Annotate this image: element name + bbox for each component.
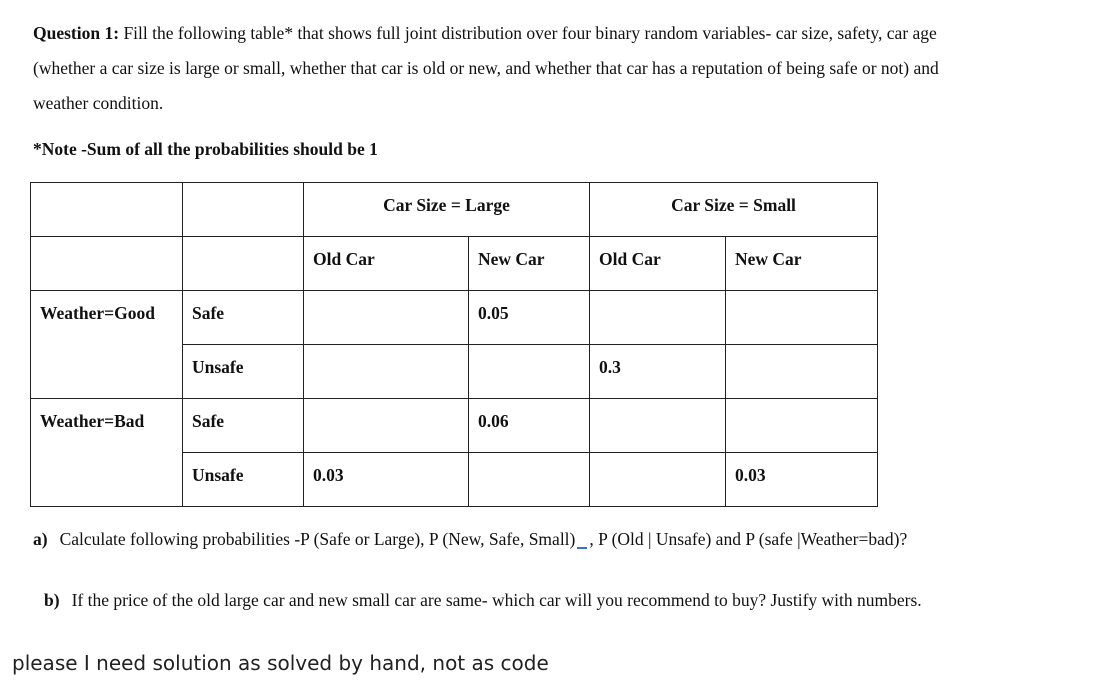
part-a-text-after: , P (Old | Unsafe) and P (safe |Weather=bad)? [589, 529, 908, 549]
underline-mark [577, 545, 587, 549]
table-cell [31, 237, 183, 291]
table-cell [304, 291, 469, 345]
header-old-large: Old Car [304, 237, 469, 291]
safety-safe-label: Safe [183, 399, 304, 453]
table-row [31, 399, 878, 453]
table-cell [469, 453, 590, 507]
table-cell: 0.03 [726, 453, 878, 507]
question-text [33, 16, 1093, 121]
joint-distribution-table [30, 182, 878, 507]
header-old-small: Old Car [590, 237, 726, 291]
header-new-small: New Car [726, 237, 878, 291]
table-cell: 0.06 [469, 399, 590, 453]
user-comment: please I need solution as solved by hand, not as code [12, 651, 549, 675]
part-a-text-before: Calculate following probabilities -P (Safe or Large), P (New, Safe, Small) [59, 529, 576, 549]
table-cell: 0.05 [469, 291, 590, 345]
weather-good-label: Weather=Good [31, 291, 183, 345]
table-cell [726, 399, 878, 453]
part-b-text: If the price of the old large car and new small car are same- which car will you recommend to buy? Justify with numbers. [71, 590, 922, 610]
table-row [31, 291, 878, 345]
table-cell [590, 399, 726, 453]
table-row [31, 237, 878, 291]
table-row [31, 183, 878, 237]
table-row [31, 453, 878, 507]
header-car-size-small: Car Size = Small [590, 183, 878, 237]
safety-unsafe-label: Unsafe [183, 345, 304, 399]
part-a-label: a) [33, 529, 48, 549]
part-b [44, 590, 922, 611]
table-cell: 0.3 [590, 345, 726, 399]
table-cell [469, 345, 590, 399]
part-a [33, 529, 907, 550]
table-cell [183, 183, 304, 237]
table-cell [304, 399, 469, 453]
table-cell [183, 237, 304, 291]
table-cell [31, 345, 183, 399]
table-cell [31, 183, 183, 237]
table-cell: 0.03 [304, 453, 469, 507]
header-car-size-large: Car Size = Large [304, 183, 590, 237]
question-line-3: weather condition. [33, 93, 164, 113]
weather-bad-label: Weather=Bad [31, 399, 183, 453]
table-cell [726, 291, 878, 345]
table-cell [590, 291, 726, 345]
part-b-label: b) [44, 590, 60, 610]
question-line-1: Fill the following table* that shows full joint distribution over four binary random variables- car size, safety, car age [123, 23, 937, 43]
question-label: Question 1: [33, 23, 120, 43]
safety-safe-label: Safe [183, 291, 304, 345]
table-cell [31, 453, 183, 507]
question-line-2: (whether a car size is large or small, whether that car is old or new, and whether that car has a reputation of being safe or not) and [33, 58, 939, 78]
table-row [31, 345, 878, 399]
header-new-large: New Car [469, 237, 590, 291]
table-cell [590, 453, 726, 507]
table-cell [304, 345, 469, 399]
safety-unsafe-label: Unsafe [183, 453, 304, 507]
table-cell [726, 345, 878, 399]
note: *Note -Sum of all the probabilities should be 1 [33, 139, 378, 159]
